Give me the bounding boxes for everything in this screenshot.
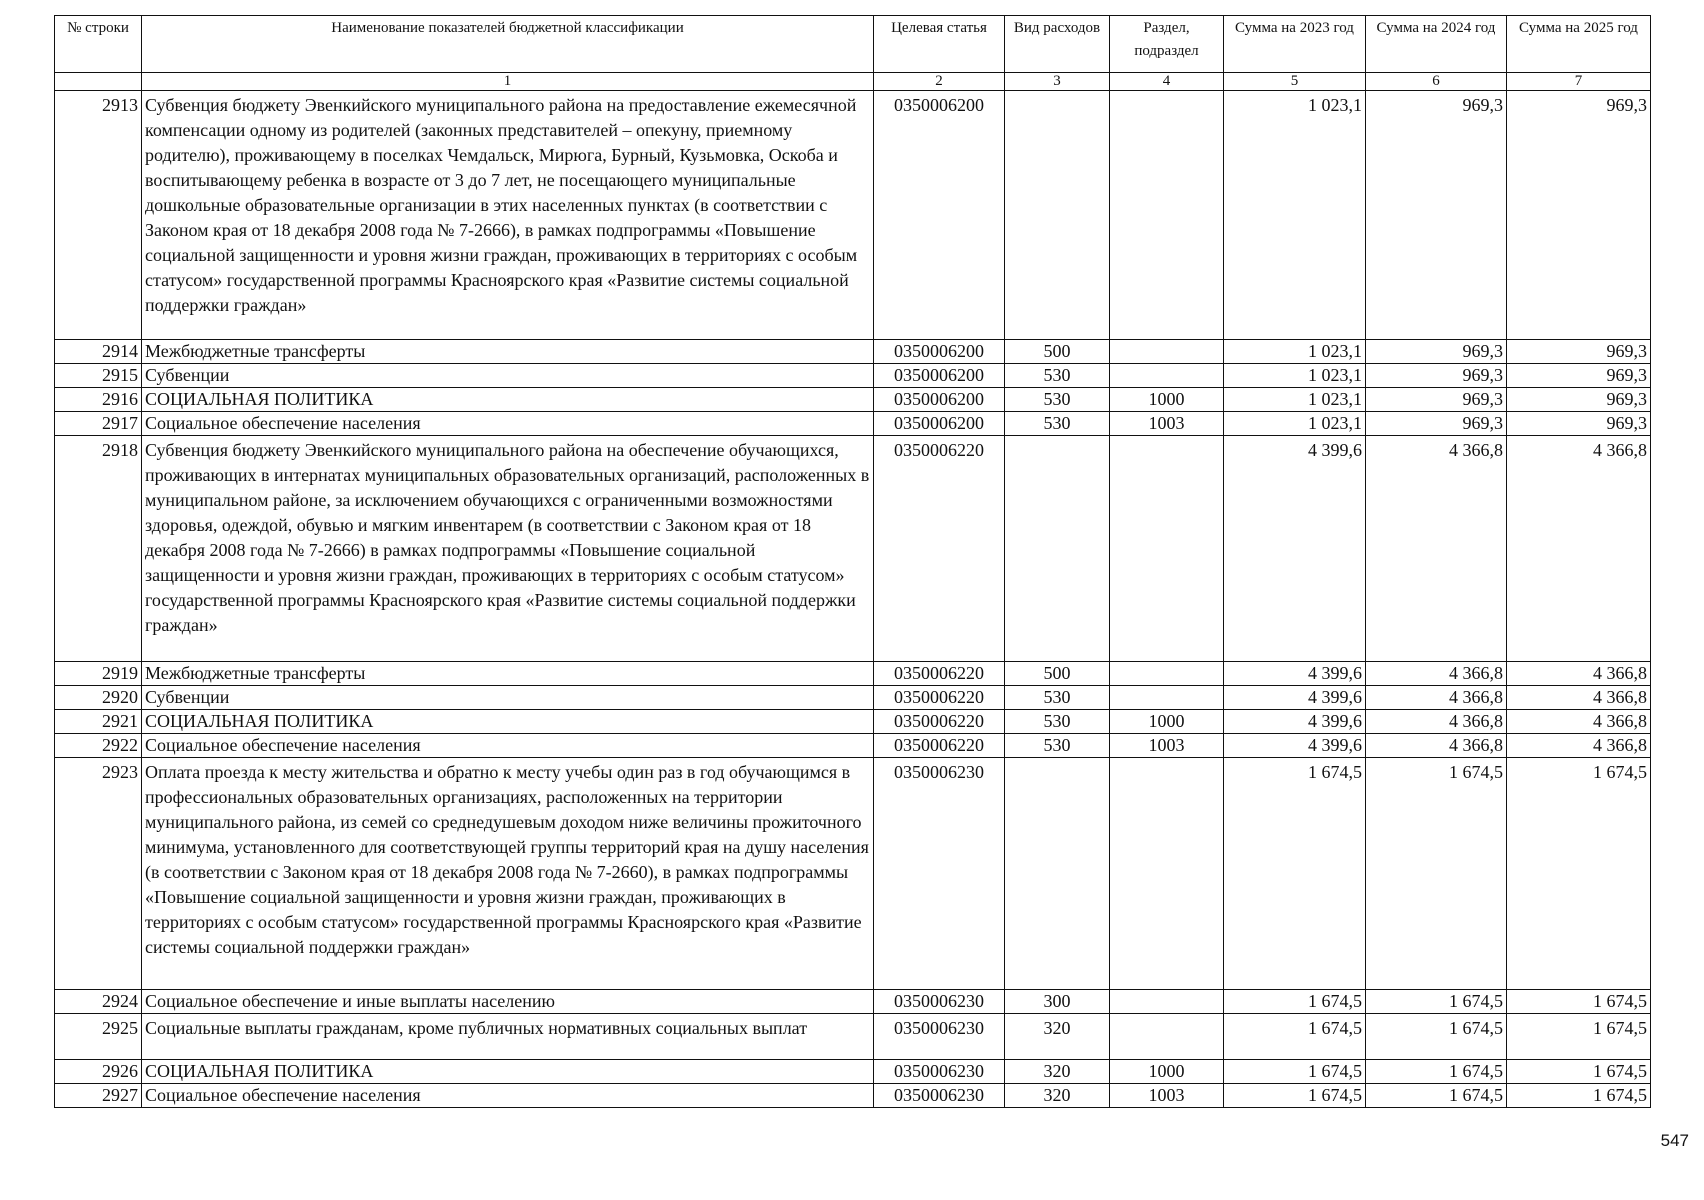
column-number: 4 [1110,73,1224,91]
budget-table-sheet [54,15,1650,1108]
expense-type-cell: 530 [1005,734,1110,758]
indicator-name-cell: СОЦИАЛЬНАЯ ПОЛИТИКА [142,710,874,734]
sum-2025-cell: 4 366,8 [1507,710,1651,734]
sum-2023-cell: 1 023,1 [1224,91,1366,340]
sum-2025-cell: 4 366,8 [1507,662,1651,686]
row-number-cell: 2916 [55,388,142,412]
sum-2023-cell: 1 674,5 [1224,1084,1366,1108]
column-number: 1 [142,73,874,91]
sum-2025-cell: 969,3 [1507,91,1651,340]
sum-2023-cell: 1 023,1 [1224,340,1366,364]
section-subsection-cell: 1000 [1110,388,1224,412]
indicator-name-cell: СОЦИАЛЬНАЯ ПОЛИТИКА [142,388,874,412]
sum-2025-cell: 969,3 [1507,364,1651,388]
expense-type-cell: 530 [1005,388,1110,412]
indicator-name-cell: Оплата проезда к месту жительства и обратно к месту учебы один раз в год обучающимся в профессиональных образовательных организациях, расположенных на территории муниципального района, из семей со среднедушевым доходом ниже величины прожиточного минимума, установленного для соответствующей группы территорий края на душу населения (в соответствии с Законом края от 18 декабря 2008 года № 7-2660), в рамках подпрограммы «Повышение социальной защищенности и уровня жизни граждан, проживающих в территориях с особым статусом» государственной программы Красноярского края «Развитие системы социальной поддержки граждан» [142,758,874,990]
table-row [55,710,1651,734]
column-number [55,73,142,91]
target-article-cell: 0350006230 [874,1084,1005,1108]
sum-2023-cell: 1 674,5 [1224,1014,1366,1060]
row-number-cell: 2914 [55,340,142,364]
sum-2025-cell: 1 674,5 [1507,1060,1651,1084]
target-article-cell: 0350006200 [874,364,1005,388]
sum-2023-cell: 1 674,5 [1224,990,1366,1014]
header-sum-2025: Сумма на 2025 год [1507,16,1651,73]
table-row [55,436,1651,662]
sum-2025-cell: 1 674,5 [1507,758,1651,990]
row-number-cell: 2927 [55,1084,142,1108]
section-subsection-cell: 1000 [1110,1060,1224,1084]
header-name: Наименование показателей бюджетной классификации [142,16,874,73]
column-number: 5 [1224,73,1366,91]
sum-2024-cell: 4 366,8 [1366,686,1507,710]
sum-2024-cell: 1 674,5 [1366,1014,1507,1060]
sum-2025-cell: 4 366,8 [1507,686,1651,710]
sum-2023-cell: 4 399,6 [1224,436,1366,662]
target-article-cell: 0350006230 [874,990,1005,1014]
sum-2024-cell: 4 366,8 [1366,662,1507,686]
row-number-cell: 2923 [55,758,142,990]
table-row [55,340,1651,364]
budget-classification-table [54,15,1651,1108]
sum-2025-cell: 969,3 [1507,388,1651,412]
column-number: 2 [874,73,1005,91]
column-numbers-row [55,73,1651,91]
sum-2024-cell: 969,3 [1366,388,1507,412]
sum-2024-cell: 969,3 [1366,91,1507,340]
header-row [55,16,1651,73]
sum-2025-cell: 4 366,8 [1507,734,1651,758]
expense-type-cell: 320 [1005,1060,1110,1084]
sum-2025-cell: 1 674,5 [1507,990,1651,1014]
expense-type-cell: 530 [1005,412,1110,436]
section-subsection-cell [1110,662,1224,686]
column-number: 3 [1005,73,1110,91]
row-number-cell: 2915 [55,364,142,388]
expense-type-cell: 320 [1005,1014,1110,1060]
table-row [55,1084,1651,1108]
expense-type-cell: 500 [1005,662,1110,686]
table-row [55,990,1651,1014]
target-article-cell: 0350006200 [874,388,1005,412]
indicator-name-cell: Субвенция бюджету Эвенкийского муниципального района на предоставление ежемесячной компенсации одному из родителей (законных представителей – опекуну, приемному родителю), проживающему в поселках Чемдальск, Мирюга, Бурный, Кузьмовка, Оскоба и воспитывающему ребенка в возрасте от 3 до 7 лет, не посещающего муниципальные дошкольные образовательные организации в этих населенных пунктах (в соответствии с Законом края от 18 декабря 2008 года № 7-2666), в рамках подпрограммы «Повышение социальной защищенности и уровня жизни граждан, проживающих в территориях с особым статусом» государственной программы Красноярского края «Развитие системы социальной поддержки граждан» [142,91,874,340]
sum-2023-cell: 1 674,5 [1224,1060,1366,1084]
expense-type-cell: 500 [1005,340,1110,364]
section-subsection-cell [1110,436,1224,662]
section-subsection-cell: 1003 [1110,734,1224,758]
table-row [55,1060,1651,1084]
section-subsection-cell: 1000 [1110,710,1224,734]
table-body [55,91,1651,1108]
row-number-cell: 2918 [55,436,142,662]
sum-2024-cell: 1 674,5 [1366,1060,1507,1084]
sum-2025-cell: 4 366,8 [1507,436,1651,662]
header-target: Целевая статья [874,16,1005,73]
section-subsection-cell [1110,686,1224,710]
row-number-cell: 2919 [55,662,142,686]
sum-2023-cell: 4 399,6 [1224,734,1366,758]
row-number-cell: 2922 [55,734,142,758]
section-subsection-cell: 1003 [1110,412,1224,436]
sum-2025-cell: 1 674,5 [1507,1014,1651,1060]
sum-2023-cell: 1 023,1 [1224,412,1366,436]
header-expense-type: Вид расходов [1005,16,1110,73]
sum-2024-cell: 969,3 [1366,412,1507,436]
row-number-cell: 2921 [55,710,142,734]
sum-2024-cell: 1 674,5 [1366,1084,1507,1108]
table-row [55,1014,1651,1060]
target-article-cell: 0350006220 [874,734,1005,758]
expense-type-cell: 320 [1005,1084,1110,1108]
expense-type-cell [1005,91,1110,340]
section-subsection-cell [1110,990,1224,1014]
section-subsection-cell [1110,1014,1224,1060]
target-article-cell: 0350006200 [874,412,1005,436]
indicator-name-cell: Субвенция бюджету Эвенкийского муниципального района на обеспечение обучающихся, проживающих в интернатах муниципальных образовательных организаций, расположенных в муниципальном районе, за исключением обучающихся с ограниченными возможностями здоровья, одеждой, обувью и мягким инвентарем (в соответствии с Законом края от 18 декабря 2008 года № 7-2666) в рамках подпрограммы «Повышение социальной защищенности и уровня жизни граждан, проживающих в территориях с особым статусом» государственной программы Красноярского края «Развитие системы социальной поддержки граждан» [142,436,874,662]
sum-2023-cell: 4 399,6 [1224,710,1366,734]
header-sum-2023: Сумма на 2023 год [1224,16,1366,73]
indicator-name-cell: Субвенции [142,686,874,710]
row-number-cell: 2926 [55,1060,142,1084]
indicator-name-cell: Межбюджетные трансферты [142,340,874,364]
table-row [55,388,1651,412]
target-article-cell: 0350006230 [874,758,1005,990]
expense-type-cell [1005,436,1110,662]
target-article-cell: 0350006200 [874,91,1005,340]
sum-2024-cell: 4 366,8 [1366,436,1507,662]
row-number-cell: 2924 [55,990,142,1014]
indicator-name-cell: Субвенции [142,364,874,388]
section-subsection-cell [1110,758,1224,990]
row-number-cell: 2920 [55,686,142,710]
table-row [55,758,1651,990]
indicator-name-cell: Социальное обеспечение населения [142,1084,874,1108]
section-subsection-cell [1110,340,1224,364]
sum-2024-cell: 969,3 [1366,364,1507,388]
sum-2023-cell: 4 399,6 [1224,662,1366,686]
table-row [55,662,1651,686]
row-number-cell: 2917 [55,412,142,436]
sum-2024-cell: 4 366,8 [1366,710,1507,734]
expense-type-cell [1005,758,1110,990]
indicator-name-cell: Социальное обеспечение населения [142,412,874,436]
table-row [55,364,1651,388]
target-article-cell: 0350006220 [874,662,1005,686]
sum-2023-cell: 1 023,1 [1224,388,1366,412]
expense-type-cell: 530 [1005,686,1110,710]
section-subsection-cell [1110,364,1224,388]
target-article-cell: 0350006230 [874,1014,1005,1060]
sum-2025-cell: 1 674,5 [1507,1084,1651,1108]
table-row [55,91,1651,340]
table-row [55,412,1651,436]
header-row-no: № строки [55,16,142,73]
header-sum-2024: Сумма на 2024 год [1366,16,1507,73]
sum-2024-cell: 4 366,8 [1366,734,1507,758]
column-number: 7 [1507,73,1651,91]
target-article-cell: 0350006200 [874,340,1005,364]
row-number-cell: 2925 [55,1014,142,1060]
sum-2023-cell: 1 023,1 [1224,364,1366,388]
sum-2024-cell: 969,3 [1366,340,1507,364]
target-article-cell: 0350006230 [874,1060,1005,1084]
sum-2024-cell: 1 674,5 [1366,990,1507,1014]
page-number: 547 [1660,1131,1689,1150]
section-subsection-cell [1110,91,1224,340]
row-number-cell: 2913 [55,91,142,340]
table-row [55,734,1651,758]
expense-type-cell: 530 [1005,710,1110,734]
target-article-cell: 0350006220 [874,710,1005,734]
sum-2023-cell: 4 399,6 [1224,686,1366,710]
sum-2025-cell: 969,3 [1507,412,1651,436]
sum-2024-cell: 1 674,5 [1366,758,1507,990]
indicator-name-cell: СОЦИАЛЬНАЯ ПОЛИТИКА [142,1060,874,1084]
header-section: Раздел, подраздел [1110,16,1224,73]
indicator-name-cell: Межбюджетные трансферты [142,662,874,686]
sum-2025-cell: 969,3 [1507,340,1651,364]
column-number: 6 [1366,73,1507,91]
indicator-name-cell: Социальное обеспечение и иные выплаты населению [142,990,874,1014]
indicator-name-cell: Социальное обеспечение населения [142,734,874,758]
sum-2023-cell: 1 674,5 [1224,758,1366,990]
table-row [55,686,1651,710]
indicator-name-cell: Социальные выплаты гражданам, кроме публичных нормативных социальных выплат [142,1014,874,1060]
target-article-cell: 0350006220 [874,436,1005,662]
target-article-cell: 0350006220 [874,686,1005,710]
section-subsection-cell: 1003 [1110,1084,1224,1108]
expense-type-cell: 530 [1005,364,1110,388]
expense-type-cell: 300 [1005,990,1110,1014]
